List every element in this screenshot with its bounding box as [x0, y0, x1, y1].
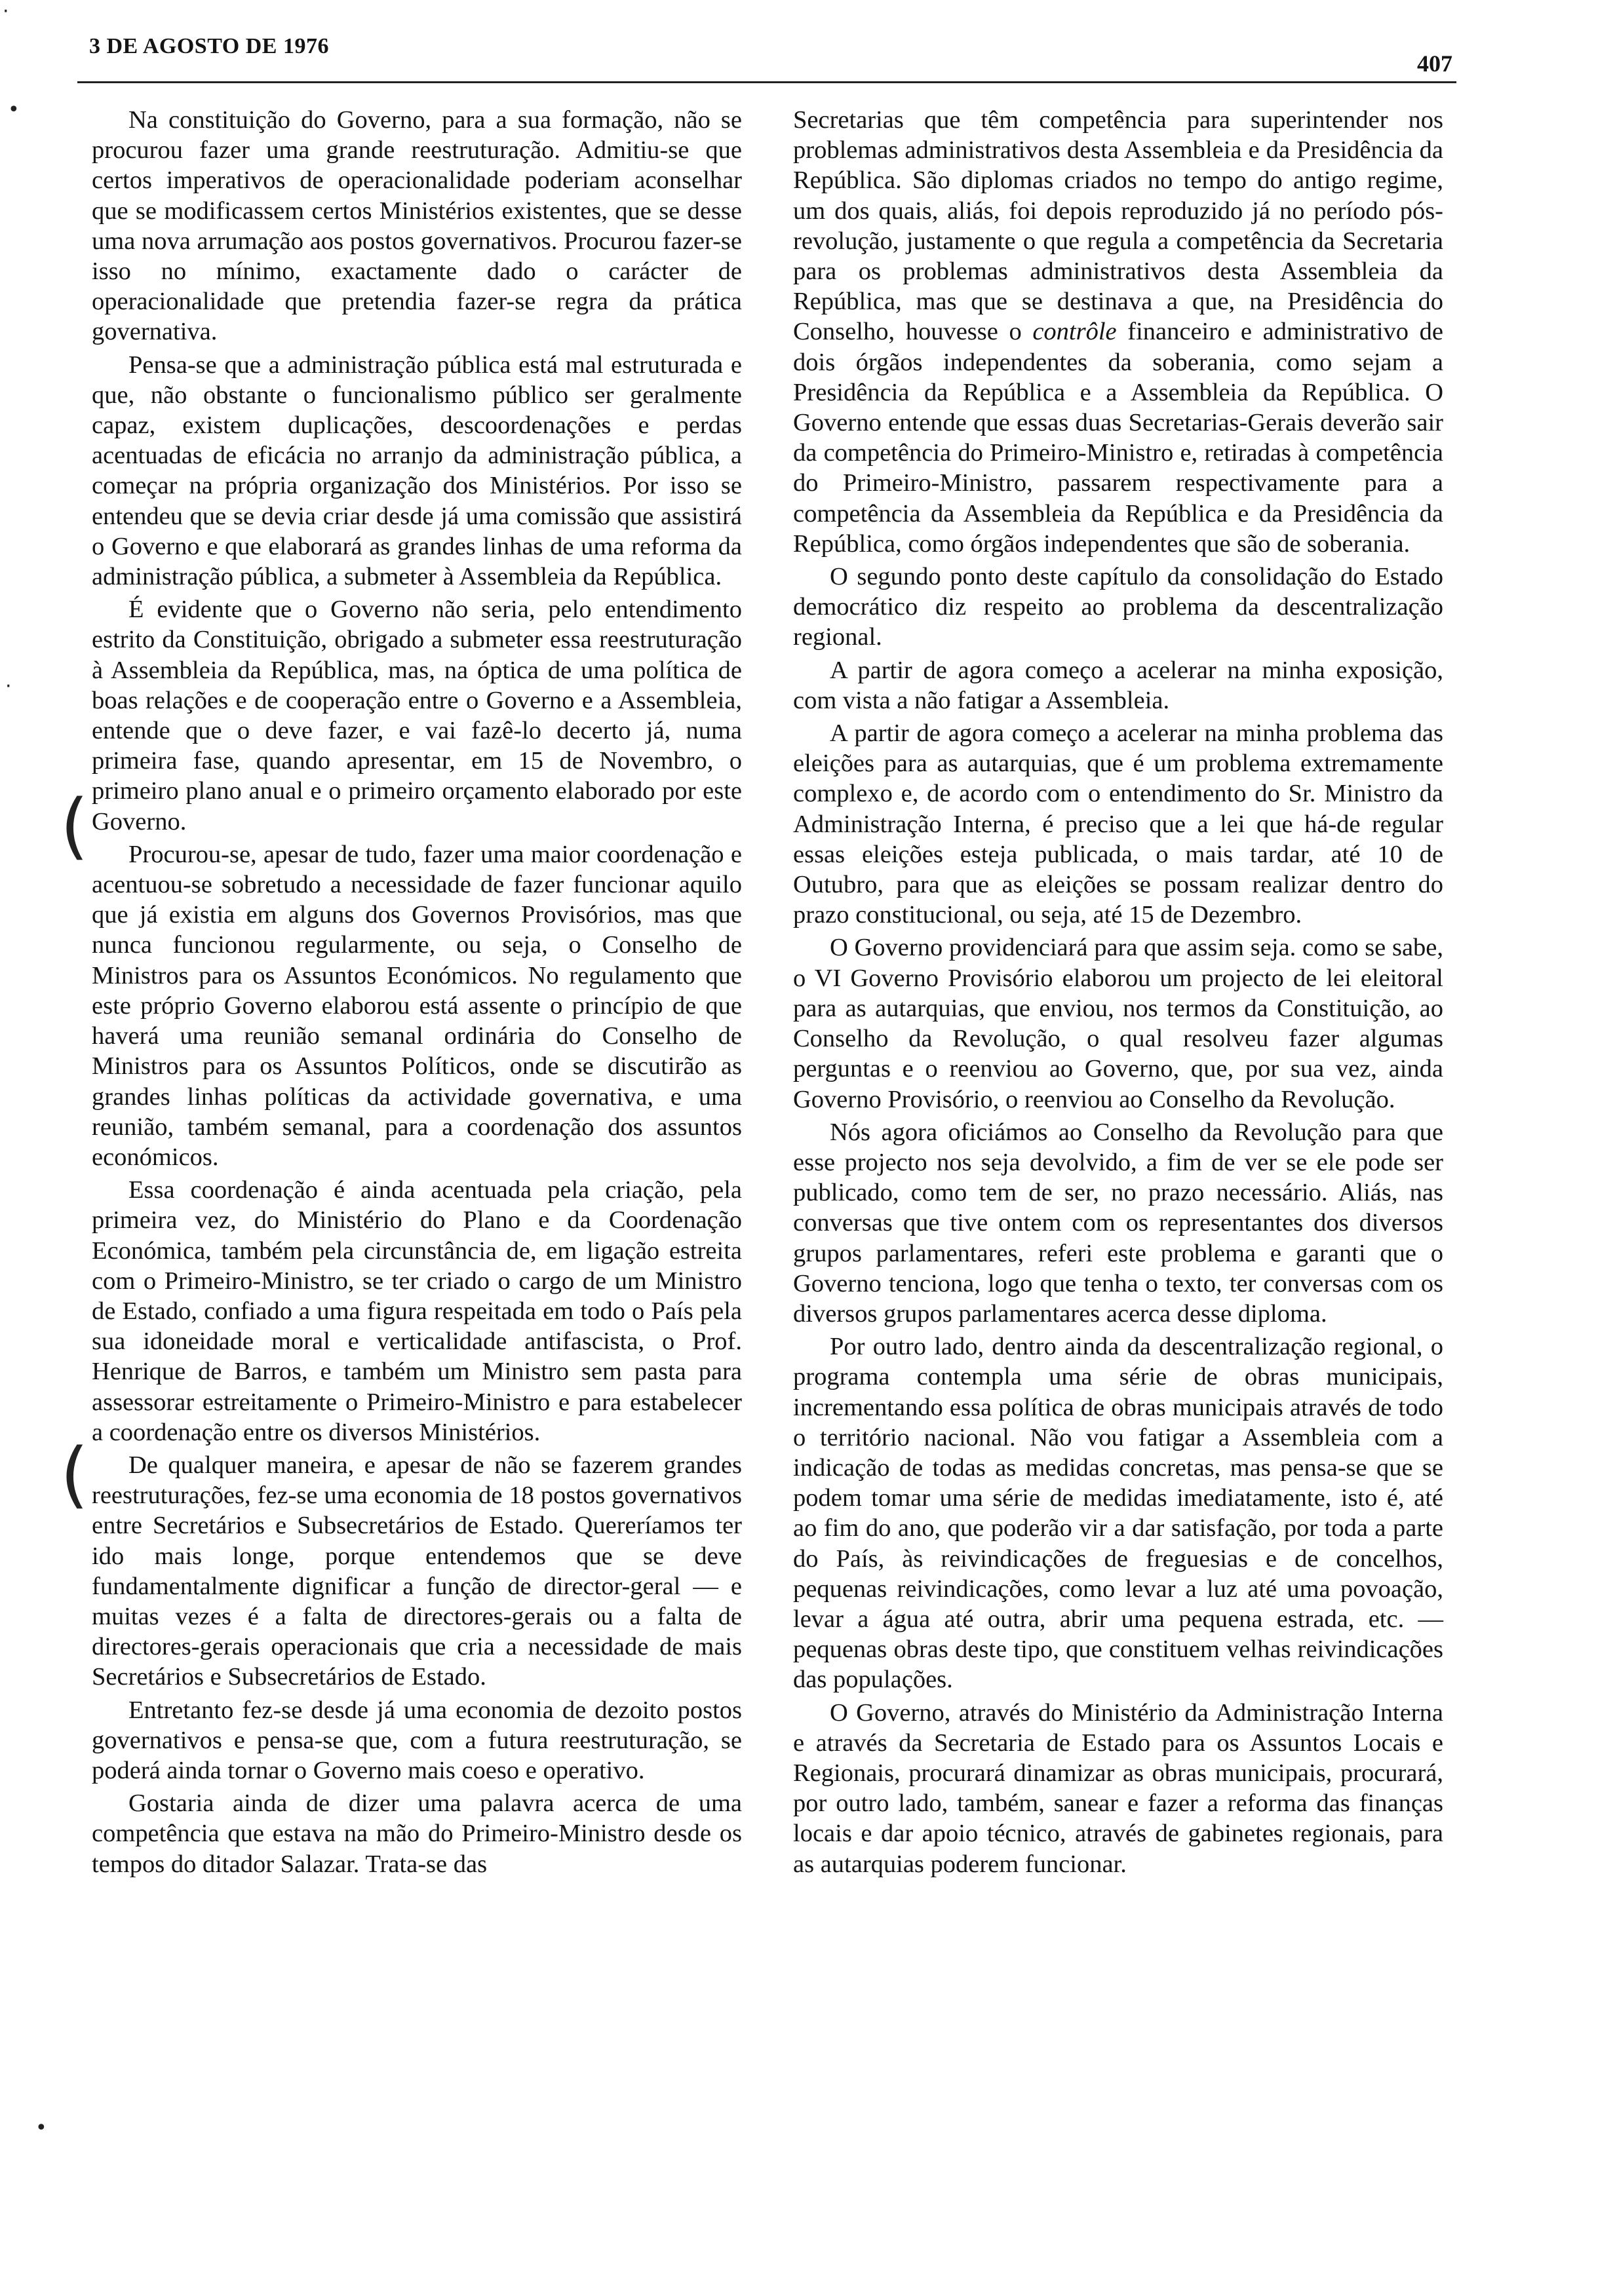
header-divider [77, 81, 1456, 83]
paragraph: Entretanto fez-se desde já uma economia de dezoito postos governativos e pensa-se que, com a futura reestruturação, se poderá ainda tornar o Governo mais coeso e operativo. [92, 1696, 742, 1784]
paragraph: Essa coordenação é ainda acentuada pela criação, pela primeira vez, do Ministério do Plano e da Coordenação Económica, também pela circunstância de, em ligação estreita com o Primeiro-Ministro, se ter criado o cargo de um Ministro de Estado, confiado a uma figura respeitada em todo o País pela sua idoneidade moral e verticalidade antifascista, o Prof. Henrique de Barros, e também um Ministro sem pasta para assessorar estreitamente o Primeiro-Ministro e para estabelecer a coordenação entre os diversos Ministérios. [92, 1176, 742, 1446]
scan-dot-icon: · [5, 675, 12, 698]
scan-dot-icon: • [35, 2116, 47, 2139]
scan-dot-icon: • [8, 98, 20, 121]
paragraph: Por outro lado, dentro ainda da descentralização regional, o programa contempla uma série de obras municipais, incrementando essa política de obras municipais através de todo o território nacional. Não vou fatigar a Assembleia com a indicação de todas as medidas concretas, mas pensa-se que se podem tomar uma série de medidas imediatamente, isto é, até ao fim do ano, que poderão vir a dar satisfação, por toda a parte do País, às reivindicações de freguesias e de concelhos, pequenas reivindicações, como levar a luz até uma povoação, levar a água até outra, abrir uma pequena estrada, etc. — pequenas obras deste tipo, que constituem velhas reivindicações das populações. [793, 1333, 1443, 1694]
left-column [92, 105, 742, 1882]
paragraph: Pensa-se que a administração pública está mal estruturada e que, não obstante o funcionalismo público ser geralmente capaz, existem duplicações, descoordenações e perdas acentuadas de eficácia no arranjo da administração pública, a começar na própria organização dos Ministérios. Por isso se entendeu que se devia criar desde já uma comissão que assistirá o Governo e que elaborará as grandes linhas de uma reforma da administração pública, a submeter à Assembleia da República. [92, 351, 742, 591]
continuation-text: Secretarias que têm competência para superintender nos problemas administrativos desta Assembleia e da Presidência da República. São diplomas criados no tempo do antigo regime, um dos quais, aliás, foi depois reproduzido já no período pós-revolução, justamente o que regula a competência da Secretaria para os problemas administrativos desta Assembleia da República, mas que se destinava a que, na Presidência do Conselho, houvesse o [793, 106, 1443, 346]
paragraph: Nós agora oficiámos ao Conselho da Revolução para que esse projecto nos seja devolvido, a fim de ver se ele pode ser publicado, como tem de ser, no prazo necessário. Aliás, nas conversas que tive ontem com os representantes dos diversos grupos parlamentares, referi este problema e garanti que o Governo tenciona, logo que tenha o texto, ter conversas com os diversos grupos parlamentares acerca desse diploma. [793, 1118, 1443, 1328]
paragraph: É evidente que o Governo não seria, pelo entendimento estrito da Constituição, obrigado a submeter essa reestruturação à Assembleia da República, mas, na óptica de uma política de boas relações e de cooperação entre o Governo e a Assembleia, entende que o deve fazer, e vai fazê-lo decerto já, numa primeira fase, quando apresentar, em 15 de Novembro, o primeiro plano anual e o primeiro orçamento elaborado por este Governo. [92, 596, 742, 835]
page-number: 407 [1417, 50, 1452, 77]
paragraph: O Governo providenciará para que assim seja. como se sabe, o VI Governo Provisório elaborou um projecto de lei eleitoral para as autarquias, que enviou, nos termos da Constituição, ao Conselho da Revolução, o qual resolveu fazer algumas perguntas e o reenviou ao Governo, que, por sua vez, ainda Governo Provisório, o reenviou ao Conselho da Revolução. [793, 934, 1443, 1113]
paragraph: A partir de agora começo a acelerar na minha exposição, com vista a não fatigar a Assembleia. [793, 656, 1443, 714]
paragraph: Procurou-se, apesar de tudo, fazer uma maior coordenação e acentuou-se sobretudo a necessidade de fazer funcionar aquilo que já existia em alguns dos Governos Provisórios, mas que nunca funcionou regularmente, ou seja, o Conselho de Ministros para os Assuntos Económicos. No regulamento que este próprio Governo elaborou está assente o princípio de que haverá uma reunião semanal ordinária do Conselho de Ministros para os Assuntos Políticos, onde se discutirão as grandes linhas políticas da actividade governativa, e uma reunião, também semanal, para a coordenação dos assuntos económicos. [92, 840, 742, 1171]
scan-mark-icon: · [3, 0, 9, 23]
binding-hole-icon: ( [60, 784, 88, 868]
continuation-paragraph [793, 105, 1443, 559]
paragraph: A partir de agora começo a acelerar na minha problema das eleições para as autarquias, que é um problema extremamente complexo e, de acordo com o entendimento do Sr. Ministro da Administração Interna, é preciso que a lei que há-de regular essas eleições esteja publicada, o mais tardar, até 10 de Outubro, para que as eleições se possam realizar dentro do prazo constitucional, ou seja, até 15 de Dezembro. [793, 719, 1443, 929]
italic-term: contrôle [1032, 318, 1117, 346]
continuation-text-end: financeiro e administrativo de dois órgãos independentes da soberania, como sejam a Presidência da República e a Assembleia da República. O Governo entende que essas duas Secretarias-Gerais deverão sair da competência do Primeiro-Ministro e, retiradas à competência do Primeiro-Ministro, passarem respectivamente para a competência da Assembleia da República e da Presidência da República, como órgãos independentes que são de soberania. [793, 318, 1444, 558]
right-column [793, 105, 1443, 1882]
paragraph: O Governo, através do Ministério da Administração Interna e através da Secretaria de Estado para os Assuntos Locais e Regionais, procurará dinamizar as obras municipais, procurará, por outro lado, também, sanear e fazer a reforma das finanças locais e dar apoio técnico, através de gabinetes regionais, para as autarquias poderem funcionar. [793, 1698, 1443, 1878]
paragraph: Na constituição do Governo, para a sua formação, não se procurou fazer uma grande reestruturação. Admitiu-se que certos imperativos de operacionalidade poderiam aconselhar que se modificassem certos Ministérios existentes, que se desse uma nova arrumação aos postos governativos. Procurou fazer-se isso no mínimo, exactamente dado o carácter de operacionalidade que pretendia fazer-se regra da prática governativa. [92, 106, 742, 346]
paragraph: Gostaria ainda de dizer uma palavra acerca de uma competência que estava na mão do Primeiro-Ministro desde os tempos do ditador Salazar. Trata-se das [92, 1789, 742, 1878]
page-header-date: 3 DE AGOSTO DE 1976 [89, 34, 329, 58]
binding-hole-icon: ( [60, 1432, 88, 1516]
paragraph: De qualquer maneira, e apesar de não se fazerem grandes reestruturações, fez-se uma economia de 18 postos governativos entre Secretários e Subsecretários de Estado. Quereríamos ter ido mais longe, porque entendemos que se deve fundamentalmente dignificar a função de director-geral — e muitas vezes é a falta de directores-gerais ou a falta de directores-gerais operacionais que cria a necessidade de mais Secretários e Subsecretários de Estado. [92, 1451, 742, 1691]
paragraph: O segundo ponto deste capítulo da consolidação do Estado democrático diz respeito ao problema da descentralização regional. [793, 563, 1443, 651]
